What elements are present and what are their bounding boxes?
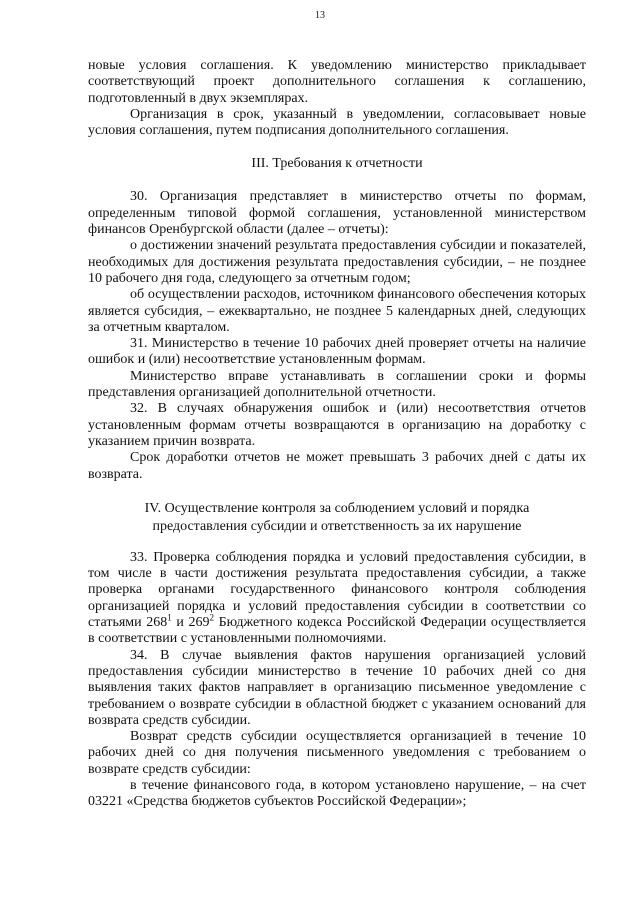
document-body xyxy=(88,58,586,811)
paragraph-intro-1: новые условия соглашения. К уведомлению министерство прикладывает соответствующий проект дополнительного соглашения к соглашению, подготовленный в двух экземплярах. xyxy=(88,58,586,106)
paragraph-34-c: в течение финансового года, в котором установлено нарушение, – на счет 03221 «Средства бюджетов субъектов Российской Федерации»; xyxy=(88,777,586,810)
section-3-heading: III. Требования к отчетности xyxy=(251,156,423,172)
paragraph-33-text-2: и 269 xyxy=(171,615,210,631)
paragraph-31-b: Министерство вправе устанавливать в соглашении сроки и формы представления организацией дополнительной отчетности. xyxy=(88,368,586,401)
footnote-mark-1: 1 xyxy=(167,612,172,623)
section-4-heading-line-2: предоставления субсидии и ответственность за их нарушение xyxy=(152,518,522,534)
footnote-mark-2: 2 xyxy=(209,612,215,623)
paragraph-32: 32. В случаях обнаружения ошибок и (или) несоответствия отчетов установленным формам отчеты возвращаются в организацию на доработку с указанием причин возврата. xyxy=(88,401,586,449)
paragraph-32-b: Срок доработки отчетов не может превышать 3 рабочих дней с даты их возврата. xyxy=(88,450,586,482)
section-4-heading-line-1: IV. Осуществление контроля за соблюдением условий и порядка xyxy=(144,500,530,516)
paragraph-30-item-a: о достижении значений результата предоставления субсидии и показателей, необходимых для достижения результата предоставления субсидии, – не позднее 10 рабочего дня года, следующего за отчетным годом; xyxy=(88,238,586,286)
page-number: 13 xyxy=(315,10,325,21)
paragraph-30: 30. Организация представляет в министерство отчеты по формам, определенным типовой формой соглашения, установленной министерством финансов Оренбургской области (далее – отчеты): xyxy=(88,189,586,238)
paragraph-33-text-3: Бюджетного кодекса Российской Федерации осуществляется в соответствии с установленными полномочиями. xyxy=(88,615,586,647)
paragraph-intro-2: Организация в срок, указанный в уведомлении, согласовывает новые условия соглашения, путем подписания дополнительного соглашения. xyxy=(88,106,586,139)
paragraph-33 xyxy=(88,550,586,648)
section-4-heading xyxy=(88,500,586,536)
paragraph-34: 34. В случае выявления фактов нарушения организацией условий предоставления субсидии министерство в течение 10 рабочих дней со дня выявления таких фактов направляет в организацию письменное уведомление с требованием о возврате субсидии в областной бюджет с указанием оснований для возврата средств субсидии. xyxy=(88,647,586,728)
paragraph-31: 31. Министерство в течение 10 рабочих дней проверяет отчеты на наличие ошибок и (или) несоответствие установленным формам. xyxy=(88,336,586,368)
paragraph-30-item-b: об осуществлении расходов, источником финансового обеспечения которых является субсидия, – ежеквартально, не позднее 5 календарных дней, следующих за отчетным кварталом. xyxy=(88,287,586,335)
paragraph-34-b: Возврат средств субсидии осуществляется организацией в течение 10 рабочих дней со дня получения письменного уведомления с требованием о возврате средств субсидии: xyxy=(88,729,586,777)
paragraph-33-text-1: 33. Проверка соблюдения порядка и условий предоставления субсидии, в том числе в части достижения результата предоставления субсидии, а также проверка органами государственного финансового контроля соблюдения организацией порядка и условий предоставления субсидии в соответствии со статьями 268 xyxy=(88,549,586,631)
